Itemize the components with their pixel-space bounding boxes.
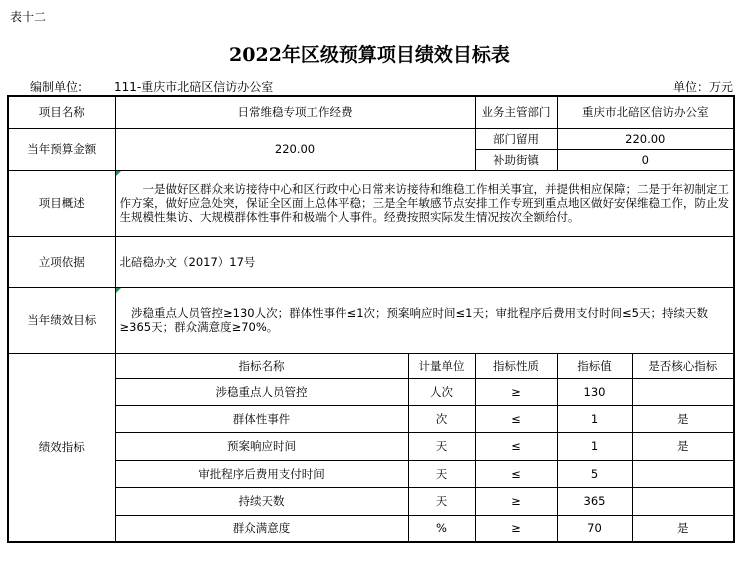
performance-table [7,95,735,543]
indicator-name: 群众满意度 [115,515,408,542]
indicator-name: 群体性事件 [115,405,408,432]
indicator-core [632,460,734,487]
indicator-core [632,487,734,515]
budget-value: 220.00 [115,128,475,170]
table-row [8,405,734,432]
org-label: 编制单位: [30,80,83,94]
row-overview [8,170,734,236]
page-title: 2022年区级预算项目绩效目标表 [229,44,510,66]
indicator-nature: ≤ [475,460,557,487]
indicator-value: 5 [557,460,632,487]
indicator-unit: 天 [408,460,475,487]
indicator-unit: 天 [408,487,475,515]
indicator-value: 365 [557,487,632,515]
subsidy-value: 0 [557,149,734,170]
table-row [8,515,734,542]
goal-text: 涉稳重点人员管控≥130人次；群体性事件≤1次；预案响应时间≤1天；审批程序后费用支付时间≤5天；持续天数≥365天；群众满意度≥70%。 [115,287,734,353]
table-row [8,378,734,405]
unit-row [6,78,733,94]
subsidy-label: 补助街镇 [475,149,557,170]
indicator-name: 涉稳重点人员管控 [115,378,408,405]
indicator-core [632,378,734,405]
dept-keep-value: 220.00 [557,128,734,149]
dept-label: 业务主管部门 [475,96,557,128]
project-name-label: 项目名称 [8,96,115,128]
header-core: 是否核心指标 [632,353,734,378]
indicator-unit: 天 [408,432,475,460]
overview-text: 一是做好区群众来访接待中心和区行政中心日常来访接待和维稳工作相关事宜，并提供相应保障；二是于年初制定工作方案，做好应急处突，保证全区面上总体平稳；三是全年敏感节点安排工作专班到重点地区做好安保维稳工作，防止发生规模性集访、大规模群体性事件和极端个人事件。经费按照实际发生情况按次全额给付。 [115,170,734,236]
header-value: 指标值 [557,353,632,378]
indicator-value: 1 [557,432,632,460]
table-row [8,460,734,487]
row-basis [8,236,734,287]
row-project-name [8,96,734,128]
org-value: 111-重庆市北碚区信访办公室 [114,80,274,94]
header-indicator-name: 指标名称 [115,353,408,378]
indicator-unit: 次 [408,405,475,432]
indicator-core: 是 [632,405,734,432]
indicator-core: 是 [632,515,734,542]
overview-label: 项目概述 [8,170,115,236]
dept-value: 重庆市北碚区信访办公室 [557,96,734,128]
goal-label: 当年绩效目标 [8,287,115,353]
indicator-unit: % [408,515,475,542]
indicator-nature: ≥ [475,515,557,542]
indicator-name: 持续天数 [115,487,408,515]
indicator-nature: ≥ [475,378,557,405]
row-budget [8,128,734,149]
indicator-core: 是 [632,432,734,460]
page-label: 表十二 [10,10,47,24]
indicator-value: 70 [557,515,632,542]
indicator-unit: 人次 [408,378,475,405]
indicator-section-label: 绩效指标 [8,353,115,542]
indicator-name: 审批程序后费用支付时间 [115,460,408,487]
dept-keep-label: 部门留用 [475,128,557,149]
indicator-nature: ≤ [475,432,557,460]
header-nature: 指标性质 [475,353,557,378]
budget-label: 当年预算金额 [8,128,115,170]
unit-label: 单位：万元 [672,80,733,94]
indicator-nature: ≥ [475,487,557,515]
row-goal [8,287,734,353]
indicator-value: 1 [557,405,632,432]
basis-label: 立项依据 [8,236,115,287]
table-row [8,487,734,515]
basis-text: 北碚稳办文（2017）17号 [115,236,734,287]
indicator-value: 130 [557,378,632,405]
header-unit: 计量单位 [408,353,475,378]
table-row [8,432,734,460]
indicator-header-row [8,353,734,378]
indicator-name: 预案响应时间 [115,432,408,460]
indicator-nature: ≤ [475,405,557,432]
project-name-value: 日常维稳专项工作经费 [115,96,475,128]
